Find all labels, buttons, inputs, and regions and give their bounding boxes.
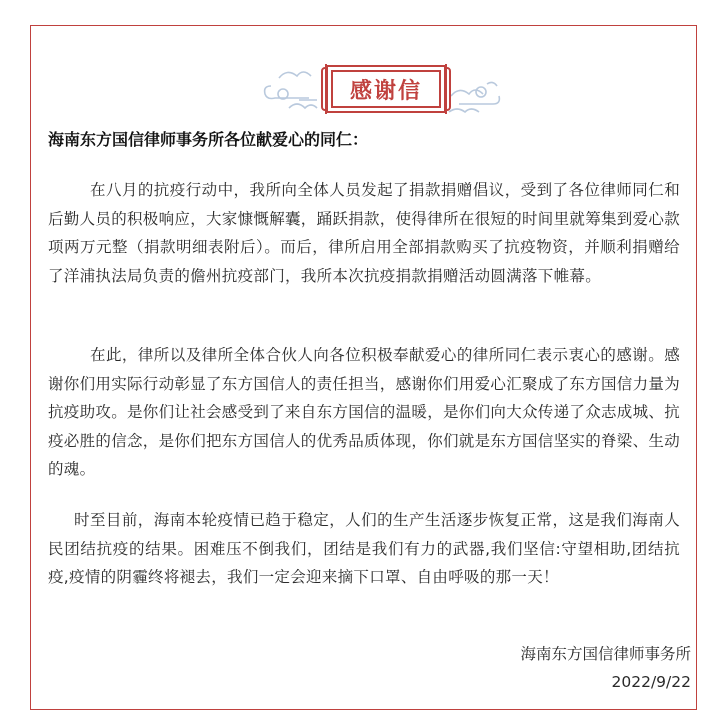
letter-paragraph-2: 在此，律所以及律所全体合伙人向各位积极奉献爱心的律所同仁表示衷心的感谢。感谢你们用实际行动彰显了东方国信人的责任担当，感谢你们用爱心汇聚成了东方国信力量为抗疫助攻。是你们让社会感受到了来自东方国信的温暖，是你们向大众传递了众志成城、抗疫必胜的信念，是你们把东方国信人的优秀品质体现，你们就是东方国信坚实的脊梁、生动的魂。: [48, 346, 681, 478]
banner-title-box: [331, 70, 441, 108]
letter-paragraph-3: 时至目前，海南本轮疫情已趋于稳定，人们的生产生活逐步恢复正常，这是我们海南人民团结抗疫的结果。困难压不倒我们，团结是我们有力的武器,我们坚信:守望相助,团结抗疫,疫情的阴霾终将褪去，我们一定会迎来摘下口罩、自由呼吸的那一天！: [48, 511, 680, 586]
letter-paragraph-1: 在八月的抗疫行动中，我所向全体人员发起了捐款捐赠倡议，受到了各位律师同仁和后勤人员的积极响应，大家慷慨解囊，踊跃捐款，使得律所在很短的时间里就筹集到爱心款项两万元整（捐款明细表附后）。而后，律所启用全部捐款购买了抗疫物资，并顺利捐赠给了洋浦执法局负责的儋州抗疫部门，我所本次抗疫捐款捐赠活动圆满落下帷幕。: [48, 181, 681, 285]
signature-date: 2022/9/22: [611, 673, 691, 691]
title-banner: [31, 56, 696, 126]
letter-salutation: 海南东方国信律师事务所各位献爱心的同仁：: [48, 130, 369, 149]
signature-organization: 海南东方国信律师事务所: [520, 645, 691, 663]
banner-title: 感谢信: [349, 78, 422, 104]
letter-signature: [520, 640, 691, 696]
